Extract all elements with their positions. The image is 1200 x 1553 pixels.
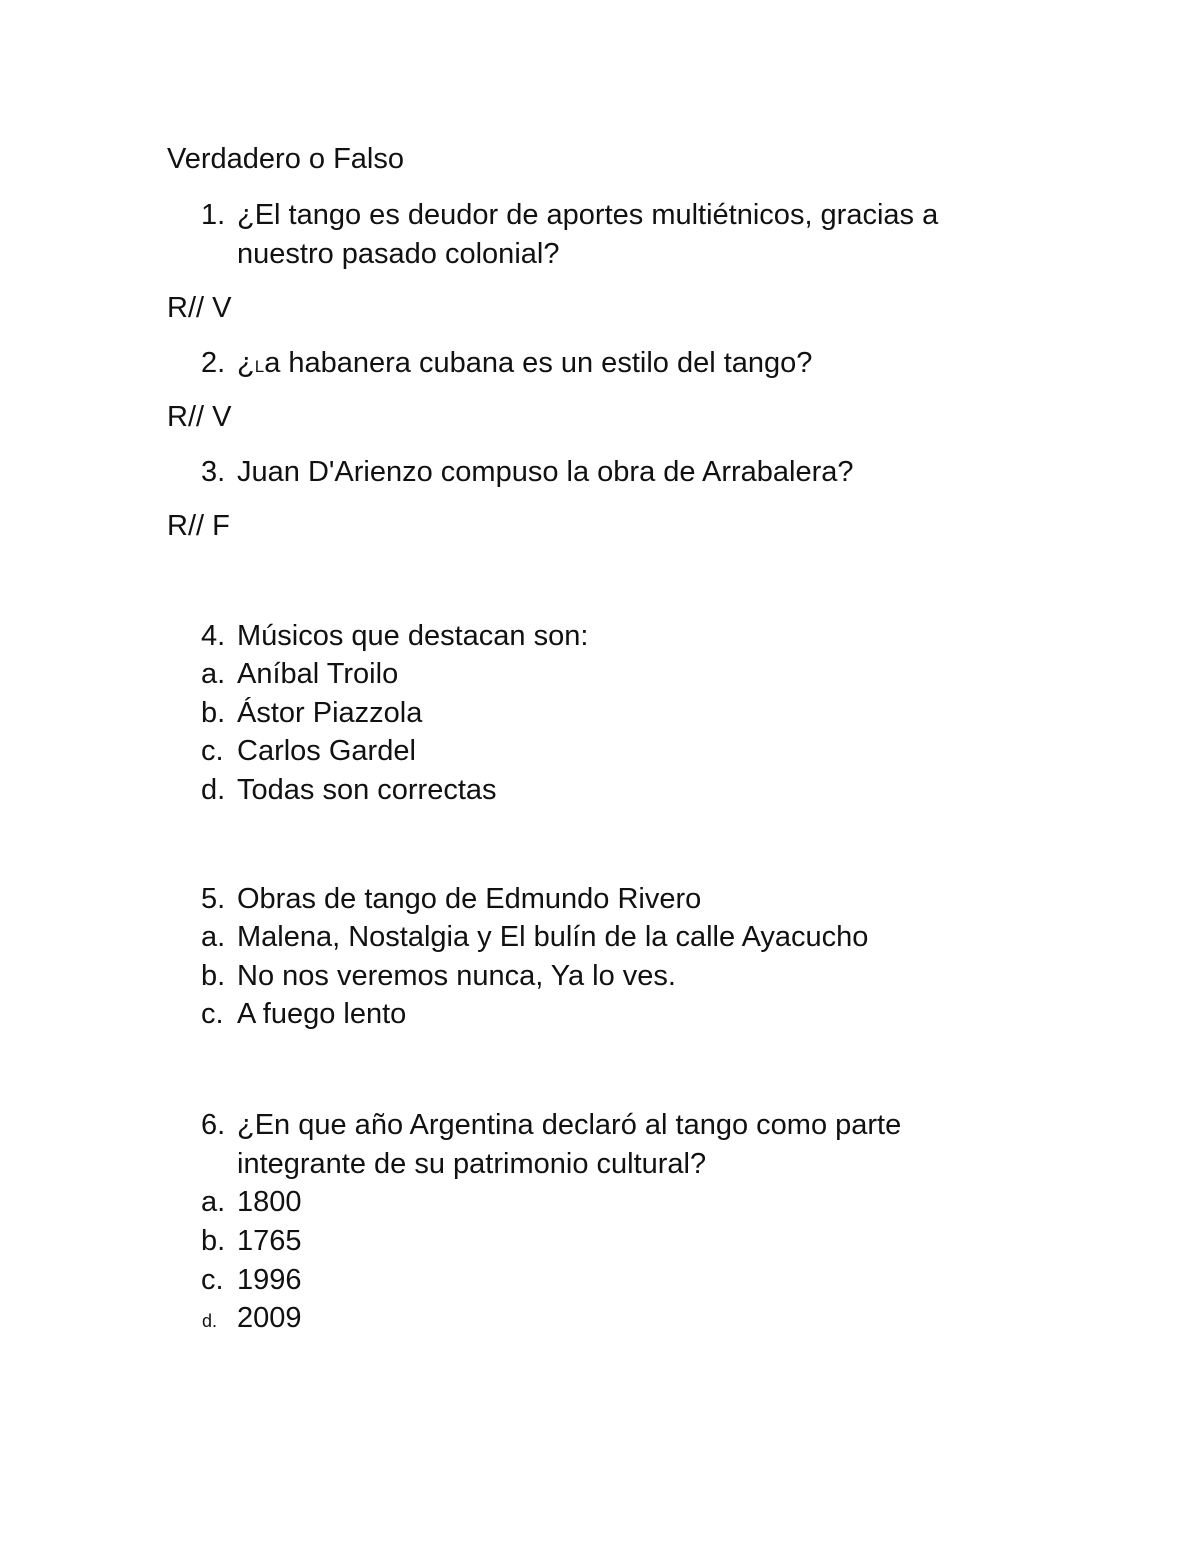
question-4-number: 4.: [201, 620, 226, 652]
option-marker: d.: [202, 1311, 218, 1331]
option-marker: a.: [201, 921, 226, 953]
question-1-number: 1.: [201, 199, 226, 231]
question-5-number: 5.: [201, 883, 226, 915]
option-text: Todas son correctas: [237, 774, 497, 806]
option-text: Malena, Nostalgia y El bulín de la calle Ayacucho: [237, 921, 869, 953]
question-2-rest: a habanera cubana es un estilo del tango?: [264, 347, 813, 379]
question-6-number: 6.: [201, 1109, 226, 1141]
option-marker: c.: [201, 1264, 224, 1296]
option-text: Ástor Piazzola: [237, 697, 423, 729]
option-marker: d.: [201, 774, 226, 806]
question-1-answer: R// V: [167, 292, 232, 324]
option-marker: c.: [201, 735, 224, 767]
question-2-answer: R// V: [167, 401, 232, 433]
option-marker: b.: [201, 960, 226, 992]
option-text: 1765: [237, 1225, 302, 1257]
question-2-text: [237, 349, 812, 378]
question-6-text-line2: integrante de su patrimonio cultural?: [237, 1148, 707, 1180]
question-1-text-line1: ¿El tango es deudor de aportes multiétnicos, gracias a: [237, 199, 939, 231]
question-5-text: Obras de tango de Edmundo Rivero: [237, 883, 702, 915]
option-marker: a.: [201, 658, 226, 690]
option-marker: b.: [201, 697, 226, 729]
question-3-number: 3.: [201, 456, 226, 488]
option-marker: b.: [201, 1225, 226, 1257]
question-2-small-letter: L: [254, 357, 265, 376]
option-marker: a.: [201, 1186, 226, 1218]
question-2-number: 2.: [201, 347, 226, 379]
option-marker: c.: [201, 998, 224, 1030]
option-text: 2009: [237, 1302, 302, 1334]
question-1-text-line2: nuestro pasado colonial?: [237, 238, 560, 270]
option-text: 1800: [237, 1186, 302, 1218]
question-3-answer: R// F: [167, 510, 230, 542]
section-heading: Verdadero o Falso: [167, 143, 404, 175]
option-text: Aníbal Troilo: [237, 658, 399, 690]
option-text: A fuego lento: [237, 998, 407, 1030]
question-3-text: Juan D'Arienzo compuso la obra de Arrabalera?: [237, 456, 854, 488]
question-2-prefix: ¿: [237, 347, 255, 379]
option-text: No nos veremos nunca, Ya lo ves.: [237, 960, 676, 992]
option-text: Carlos Gardel: [237, 735, 416, 767]
question-4-text: Músicos que destacan son:: [237, 620, 589, 652]
question-6-text-line1: ¿En que año Argentina declaró al tango como parte: [237, 1109, 902, 1141]
option-text: 1996: [237, 1264, 302, 1296]
